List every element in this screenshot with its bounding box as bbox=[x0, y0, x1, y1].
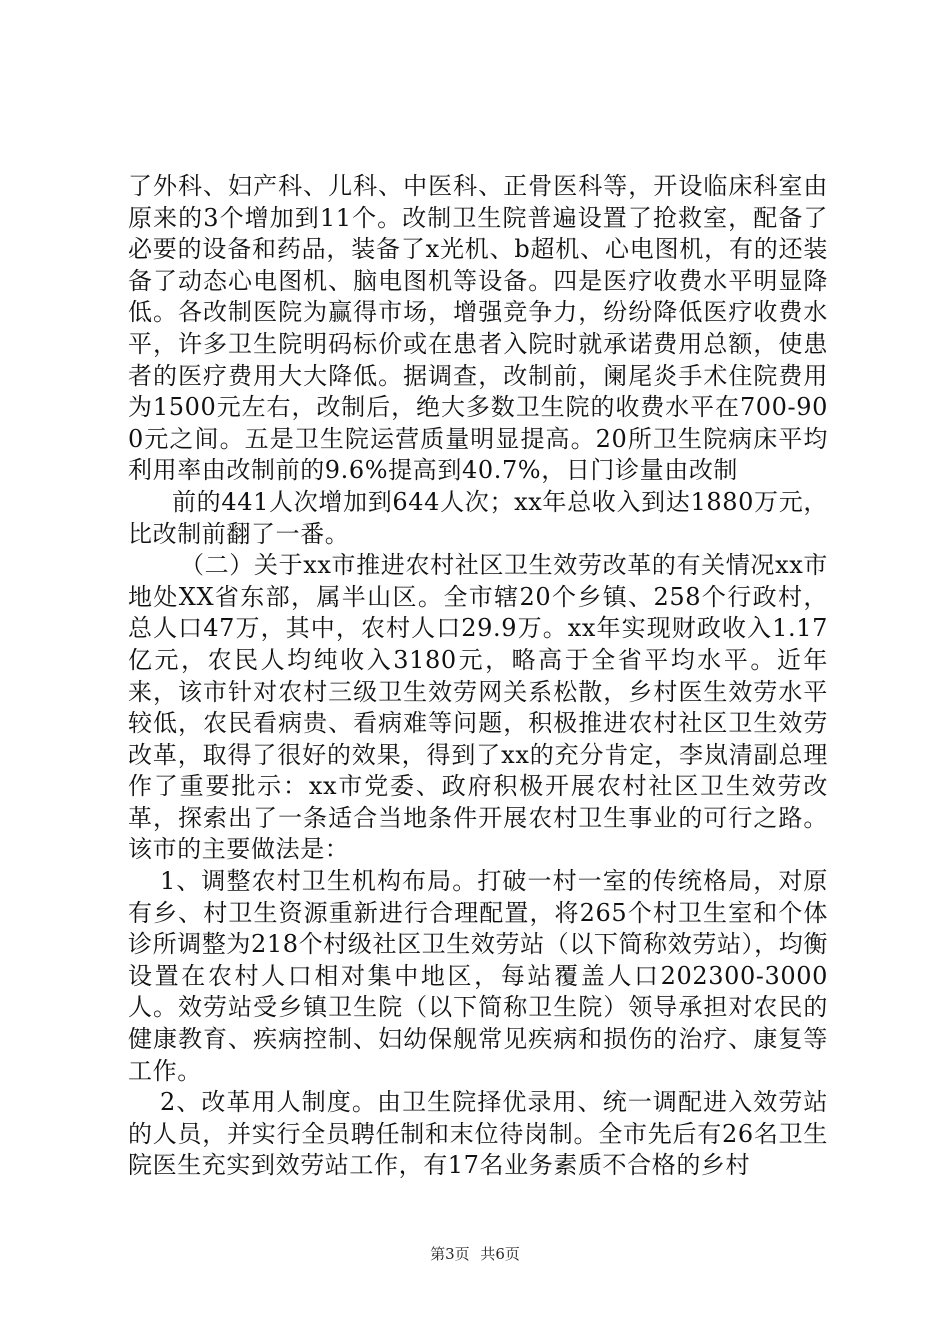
paragraph-section-two: （二）关于xx市推进农村社区卫生效劳改革的有关情况xx市地处XX省东部，属半山区。全市辖20个乡镇、258个行政村，总人口47万，其中，农村人口29.9万。xx年实现财政收入1.17亿元，农民人均纯收入3180元，略高于全省平均水平。近年来，该市针对农村三级卫生效劳网关系松散，乡村医生效劳水平较低，农民看病贵、看病难等问题，积极推进农村社区卫生效劳改革，取得了很好的效果，得到了xx的充分肯定，李岚清副总理作了重要批示：xx市党委、政府积极开展农村社区卫生效劳改革，探索出了一条适合当地条件开展农村卫生事业的可行之路。该市的主要做法是： bbox=[128, 551, 828, 864]
page-footer bbox=[0, 1243, 950, 1264]
page-number: 第3页 bbox=[430, 1245, 470, 1263]
paragraph-continuation-2: 前的441人次增加到644人次；xx年总收入到达1880万元，比改制前翻了一番。 bbox=[128, 487, 828, 548]
paragraph-continuation: 了外科、妇产科、儿科、中医科、正骨医科等，开设临床科室由原来的3个增加到11个。改制卫生院普遍设置了抢救室，配备了必要的设备和药品，装备了x光机、b超机、心电图机，有的还装备了动态心电图机、脑电图机等设备。四是医疗收费水平明显降低。各改制医院为赢得市场，增强竞争力，纷纷降低医疗收费水平，许多卫生院明码标价或在患者入院时就承诺费用总额，使患者的医疗费用大大降低。据调查，改制前，阑尾炎手术住院费用为1500元左右，改制后，绝大多数卫生院的收费水平在700-900元之间。五是卫生院运营质量明显提高。20所卫生院病床平均利用率由改制前的9.6%提高到40.7%，日门诊量由改制 bbox=[128, 172, 828, 485]
paragraph-item-2: 2、改革用人制度。由卫生院择优录用、统一调配进入效劳站的人员，并实行全员聘任制和末位待岗制。全市先后有26名卫生院医生充实到效劳站工作，有17名业务素质不合格的乡村 bbox=[128, 1088, 828, 1180]
document-body bbox=[128, 171, 828, 1182]
paragraph-item-1: 1、调整农村卫生机构布局。打破一村一室的传统格局，对原有乡、村卫生资源重新进行合理配置，将265个村卫生室和个体诊所调整为218个村级社区卫生效劳站（以下简称效劳站），均衡设置在农村人口相对集中地区，每站覆盖人口202300-3000人。效劳站受乡镇卫生院（以下简称卫生院）领导承担对农民的健康教育、疾病控制、妇幼保舰常见疾病和损伤的治疗、康复等工作。 bbox=[128, 867, 828, 1085]
page-total: 共6页 bbox=[480, 1245, 520, 1263]
